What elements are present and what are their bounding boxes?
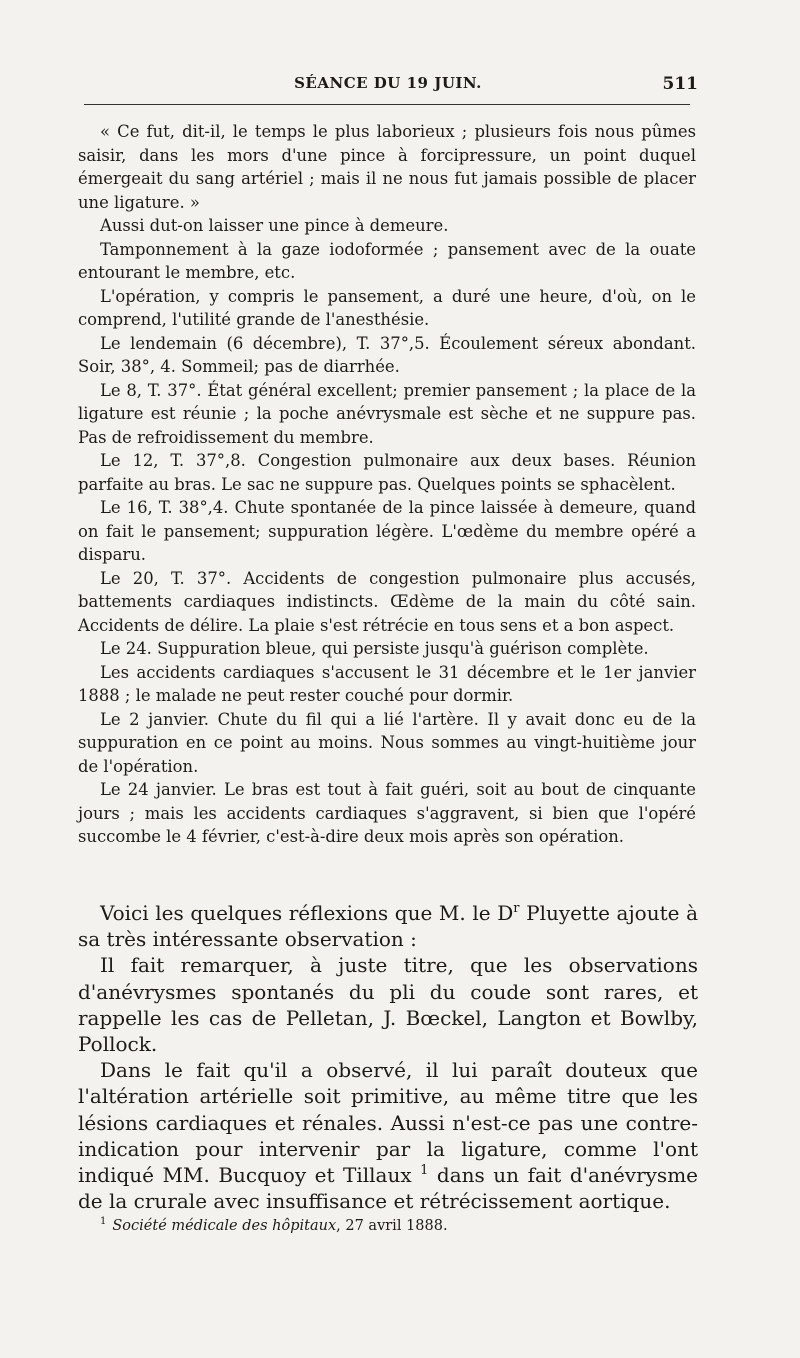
case-paragraph: Le 8, T. 37°. État général excellent; premier pansement ; la place de la ligature est réunie ; la poche anévrysmale est sèche et ne suppure pas. Pas de refroidissement du membre. xyxy=(78,380,696,447)
case-paragraph: « Ce fut, dit-il, le temps le plus laborieux ; plusieurs fois nous pûmes saisir, dans les mors d'une pince à forcipressure, un point duquel émergeait du sang artériel ; mais il ne nous fut jamais possible de placer une ligature. » xyxy=(78,122,696,212)
commentary-text: Pluyette ajoute à sa très intéressante observation : xyxy=(78,901,698,952)
page-number: 511 xyxy=(662,74,698,94)
running-head xyxy=(78,74,698,98)
running-title-prefix: SÉANCE DU xyxy=(294,74,407,92)
case-paragraph: Le 24 janvier. Le bras est tout à fait guéri, soit au bout de cinquante jours ; mais les accidents cardiaques s'aggravent, si bien que l'opéré succombe le 4 février, c'est-à-dire deux mois après son opération. xyxy=(78,780,696,846)
commentary-text: Dans le fait qu'il a observé, il lui paraît douteux que l'altération artérielle soit primitive, au même titre que les lésions cardiaques et rénales. Aussi n'est-ce pas une contre-indication pour intervenir par la ligature, comme l'ont indiqué MM. Bucquoy et Tillaux xyxy=(78,1058,698,1188)
footnote-ref[interactable]: 1 xyxy=(420,1163,429,1179)
case-paragraph: Le 16, T. 38°,4. Chute spontanée de la pince laissée à demeure, quand on fait le pansement; suppuration légère. L'œdème du membre opéré a disparu. xyxy=(78,498,696,564)
commentary-paragraph-2: Il fait remarquer, à juste titre, que les observations d'anévrysmes spontanés du pli du coude sont rares, et rappelle les cas de Pelletan, J. Bœckel, Langton et Bowlby, Pollock. xyxy=(78,953,698,1057)
case-paragraph: Aussi dut-on laisser une pince à demeure. xyxy=(100,216,449,235)
case-paragraph: Le 12, T. 37°,8. Congestion pulmonaire aux deux bases. Réunion parfaite au bras. Le sac ne suppure pas. Quelques points se sphacèlent. xyxy=(78,451,696,494)
case-paragraph: Le 20, T. 37°. Accidents de congestion pulmonaire plus accusés, battements cardiaques indistincts. Œdème de la main du côté sain. Accidents de délire. La plaie s'est rétrécie en tous sens et a bon aspect. xyxy=(78,568,696,635)
footnote-mark: 1 xyxy=(100,1216,107,1227)
case-paragraph: Tamponnement à la gaze iodoformée ; pansement avec de la ouate entourant le membre, etc. xyxy=(78,239,696,282)
commentary-paragraph-1 xyxy=(78,900,698,952)
footnote-date: , 27 avril 1888. xyxy=(336,1218,448,1234)
running-title xyxy=(78,74,698,92)
case-report xyxy=(78,120,696,849)
doctor-abbrev-sup: r xyxy=(513,901,520,917)
case-paragraph: Le 2 janvier. Chute du fil qui a lié l'artère. Il y avait donc eu de la suppuration en ce point au moins. Nous sommes au vingt-huitième jour de l'opération. xyxy=(78,709,696,776)
case-paragraph: L'opération, y compris le pansement, a duré une heure, d'où, on le comprend, l'utilité grande de l'anesthésie. xyxy=(78,286,696,329)
commentary xyxy=(78,900,698,1214)
running-title-month: JUIN. xyxy=(434,74,482,92)
running-title-day: 19 xyxy=(406,74,429,92)
footnote xyxy=(100,1212,700,1236)
commentary-paragraph-3 xyxy=(78,1057,698,1214)
case-paragraph: Le 24. Suppuration bleue, qui persiste jusqu'à guérison complète. xyxy=(100,639,649,658)
footnote-journal: Société médicale des hôpitaux xyxy=(112,1218,337,1234)
case-paragraph: Les accidents cardiaques s'accusent le 31 décembre et le 1er janvier 1888 ; le malade ne peut rester couché pour dormir. xyxy=(78,662,696,705)
commentary-text: dans un fait d'anévrysme de la crurale avec insuffisance et rétrécissement aortique. xyxy=(78,1163,698,1214)
commentary-text: Voici les quelques réflexions que M. le D xyxy=(100,901,514,925)
header-rule xyxy=(84,104,690,105)
case-paragraph: Le lendemain (6 décembre), T. 37°,5. Écoulement séreux abondant. Soir, 38°, 4. Sommeil; pas de diarrhée. xyxy=(78,333,696,376)
